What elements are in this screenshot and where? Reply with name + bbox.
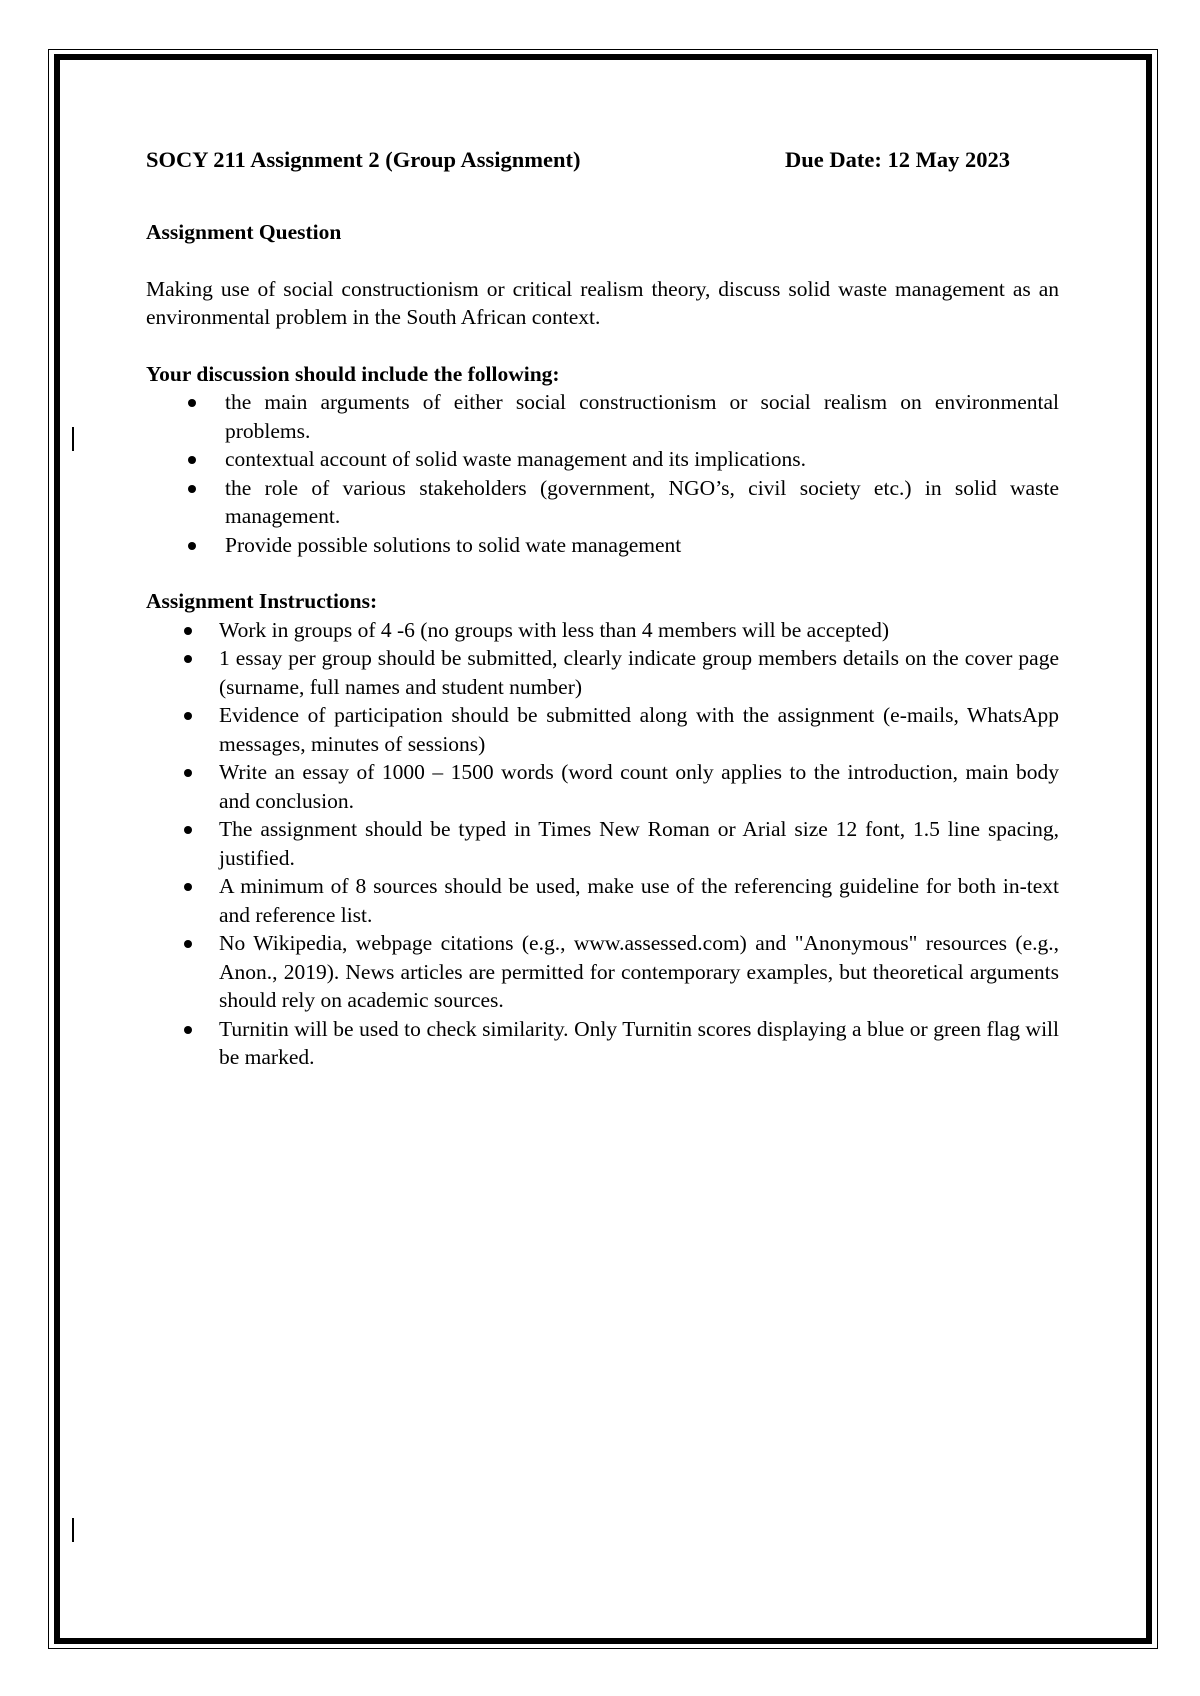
bullet-icon — [188, 399, 196, 407]
list-item — [146, 644, 1059, 701]
list-item — [146, 815, 1059, 872]
list-item — [146, 445, 1059, 474]
list-item-text: the role of various stakeholders (government, NGO’s, civil society etc.) in solid waste management. — [225, 475, 1059, 528]
discussion-list — [146, 388, 1059, 559]
assignment-title: SOCY 211 Assignment 2 (Group Assignment) — [146, 147, 581, 172]
due-date: Due Date: 12 May 2023 — [785, 147, 1010, 172]
list-item-text: The assignment should be typed in Times New Roman or Arial size 12 font, 1.5 line spacing, justified. — [219, 817, 1059, 870]
list-item-text: Provide possible solutions to solid wate management — [225, 532, 682, 557]
list-item-text: Evidence of participation should be submitted along with the assignment (e-mails, WhatsApp messages, minutes of sessions) — [219, 703, 1059, 756]
bullet-icon — [184, 769, 192, 777]
list-item — [146, 388, 1059, 445]
list-item-text: the main arguments of either social constructionism or social realism on environmental problems. — [225, 390, 1059, 443]
list-item — [146, 531, 1059, 560]
list-item — [146, 474, 1059, 531]
bullet-icon — [184, 655, 192, 663]
list-item-text: Work in groups of 4 -6 (no groups with less than 4 members will be accepted) — [219, 617, 889, 642]
list-item-text: 1 essay per group should be submitted, clearly indicate group members details on the cover page (surname, full names and student number) — [219, 646, 1059, 699]
list-item — [146, 758, 1059, 815]
list-item-text: No Wikipedia, webpage citations (e.g., www.assessed.com) and "Anonymous" resources (e.g., Anon., 2019). News articles are permitted for contemporary examples, but theoretical arguments should rely on academic sources. — [219, 931, 1059, 1012]
list-item-text: contextual account of solid waste management and its implications. — [225, 447, 806, 471]
bullet-icon — [188, 542, 196, 550]
document-body — [146, 140, 1059, 1072]
list-item — [146, 872, 1059, 929]
list-item-text: Write an essay of 1000 – 1500 words (word count only applies to the introduction, main body and conclusion. — [219, 760, 1059, 813]
bullet-icon — [188, 456, 196, 464]
bullet-icon — [184, 826, 192, 834]
list-item — [146, 616, 1059, 645]
bullet-icon — [184, 1026, 192, 1034]
bullet-icon — [184, 712, 192, 720]
question-heading: Assignment Question — [146, 220, 342, 244]
list-item-text: A minimum of 8 sources should be used, make use of the referencing guideline for both in-text and reference list. — [219, 874, 1059, 927]
list-item — [146, 929, 1059, 1015]
instructions-heading: Assignment Instructions: — [146, 589, 378, 613]
text-cursor-mark — [72, 1518, 74, 1542]
text-cursor-mark — [72, 427, 74, 451]
document-header — [146, 140, 1059, 180]
question-text: Making use of social constructionism or critical realism theory, discuss solid waste management as an environmental problem in the South African context. — [146, 276, 1059, 329]
bullet-icon — [188, 485, 196, 493]
bullet-icon — [184, 883, 192, 891]
list-item — [146, 701, 1059, 758]
bullet-icon — [184, 940, 192, 948]
discussion-heading: Your discussion should include the following: — [146, 361, 560, 386]
list-item-text: Turnitin will be used to check similarity. Only Turnitin scores displaying a blue or green flag will be marked. — [219, 1016, 1059, 1069]
bullet-icon — [184, 627, 192, 635]
list-item — [146, 1015, 1059, 1072]
instructions-list — [146, 616, 1059, 1072]
